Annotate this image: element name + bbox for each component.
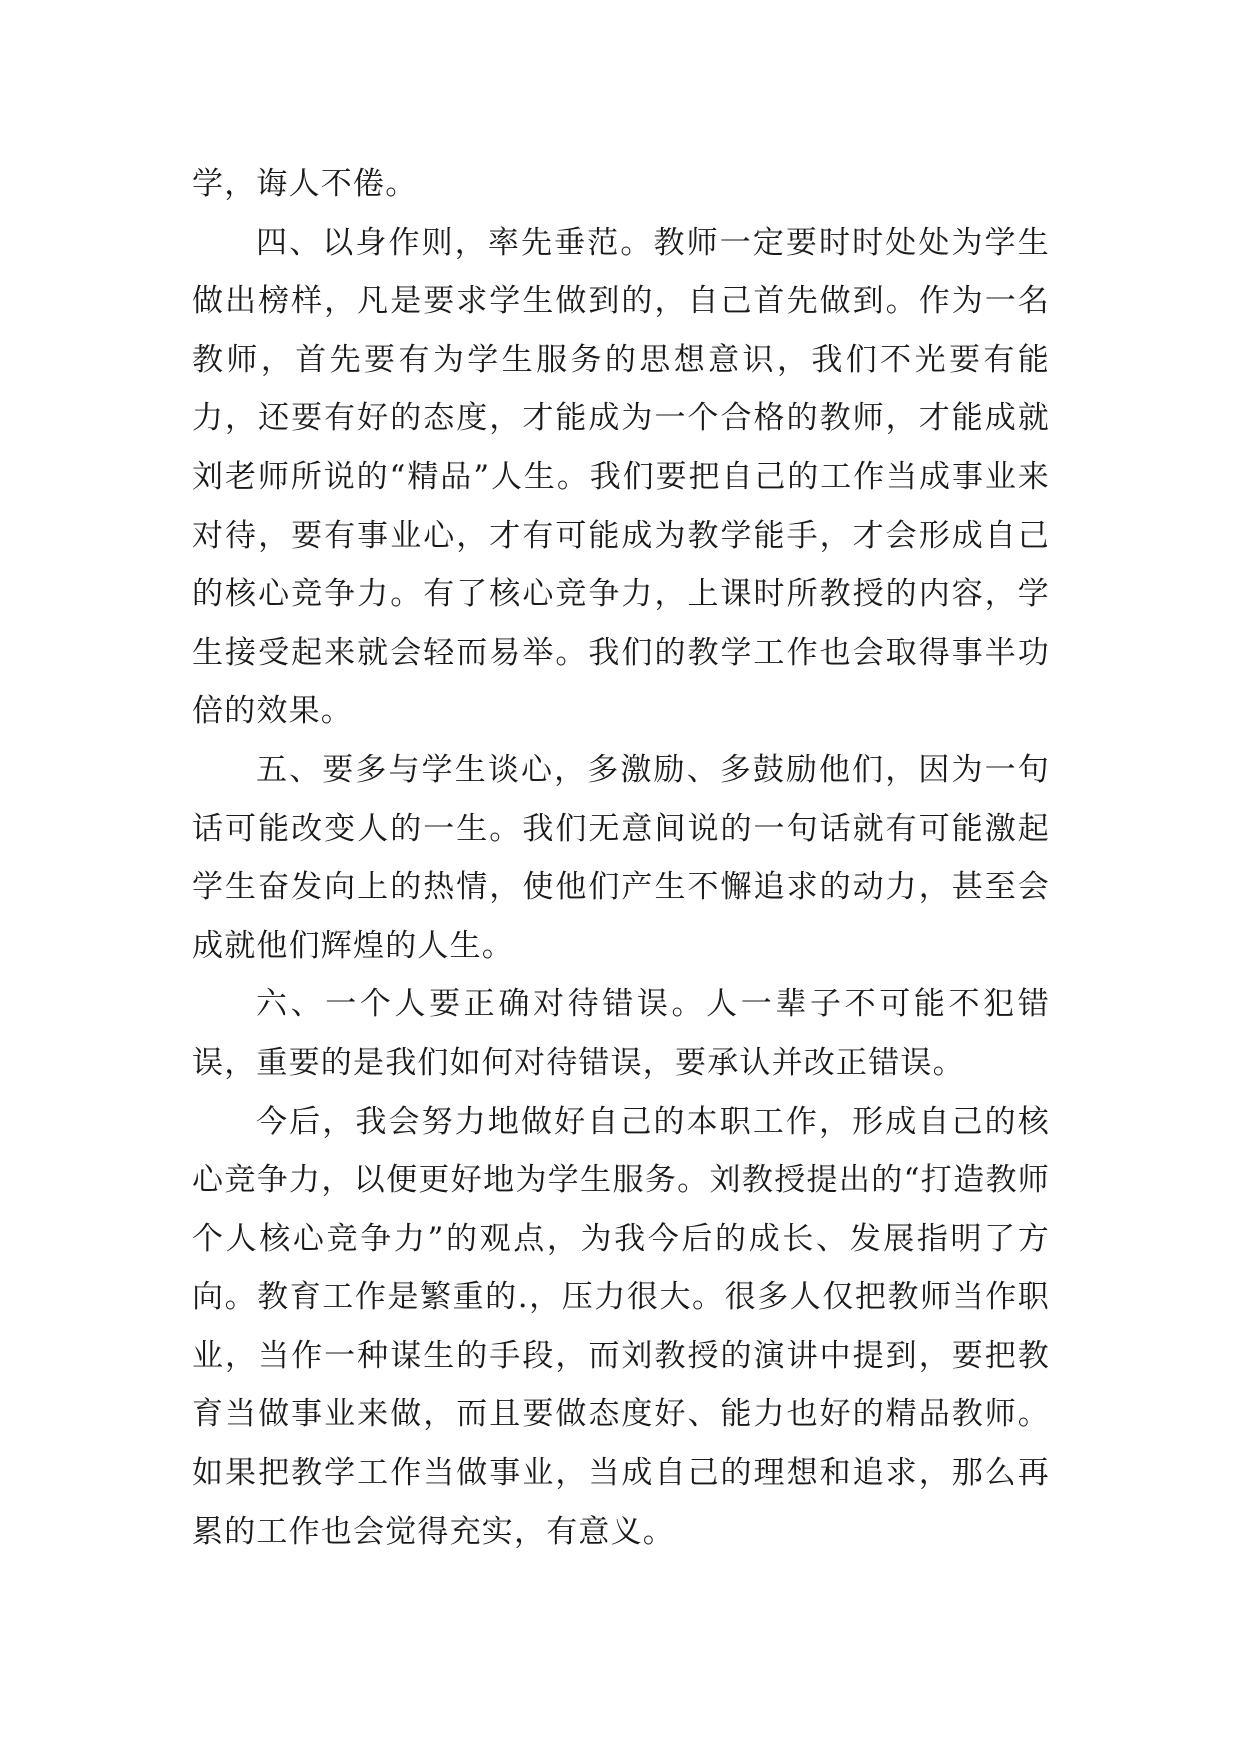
document-body	[192, 155, 1050, 1561]
paragraph-point-six: 六、一个人要正确对待错误。人一辈子不可能不犯错误，重要的是我们如何对待错误，要承认并改正错误。	[192, 986, 1050, 1081]
paragraph-point-five: 五、要多与学生谈心，多激励、多鼓励他们，因为一句话可能改变人的一生。我们无意间说的一句话就有可能激起学生奋发向上的热情，使他们产生不懈追求的动力，甚至会成就他们辉煌的人生。	[192, 751, 1050, 964]
paragraph-point-four: 四、以身作则，率先垂范。教师一定要时时处处为学生做出榜样，凡是要求学生做到的，自己首先做到。作为一名教师，首先要有为学生服务的思想意识，我们不光要有能力，还要有好的态度，才能成为一个合格的教师，才能成就刘老师所说的“精品”人生。我们要把自己的工作当成事业来对待，要有事业心，才有可能成为教学能手，才会形成自己的核心竞争力。有了核心竞争力，上课时所教授的内容，学生接受起来就会轻而易举。我们的教学工作也会取得事半功倍的效果。	[192, 224, 1050, 730]
paragraph-continuation: 学，诲人不倦。	[192, 166, 418, 202]
paragraph-future-plans: 今后，我会努力地做好自己的本职工作，形成自己的核心竞争力，以便更好地为学生服务。刘教授提出的“打造教师个人核心竞争力”的观点，为我今后的成长、发展指明了方向。教育工作是繁重的.，压力很大。很多人仅把教师当作职业，当作一种谋生的手段，而刘教授的演讲中提到，要把教育当做事业来做，而且要做态度好、能力也好的精品教师。如果把教学工作当做事业，当成自己的理想和追求，那么再累的工作也会觉得充实，有意义。	[192, 1103, 1050, 1550]
